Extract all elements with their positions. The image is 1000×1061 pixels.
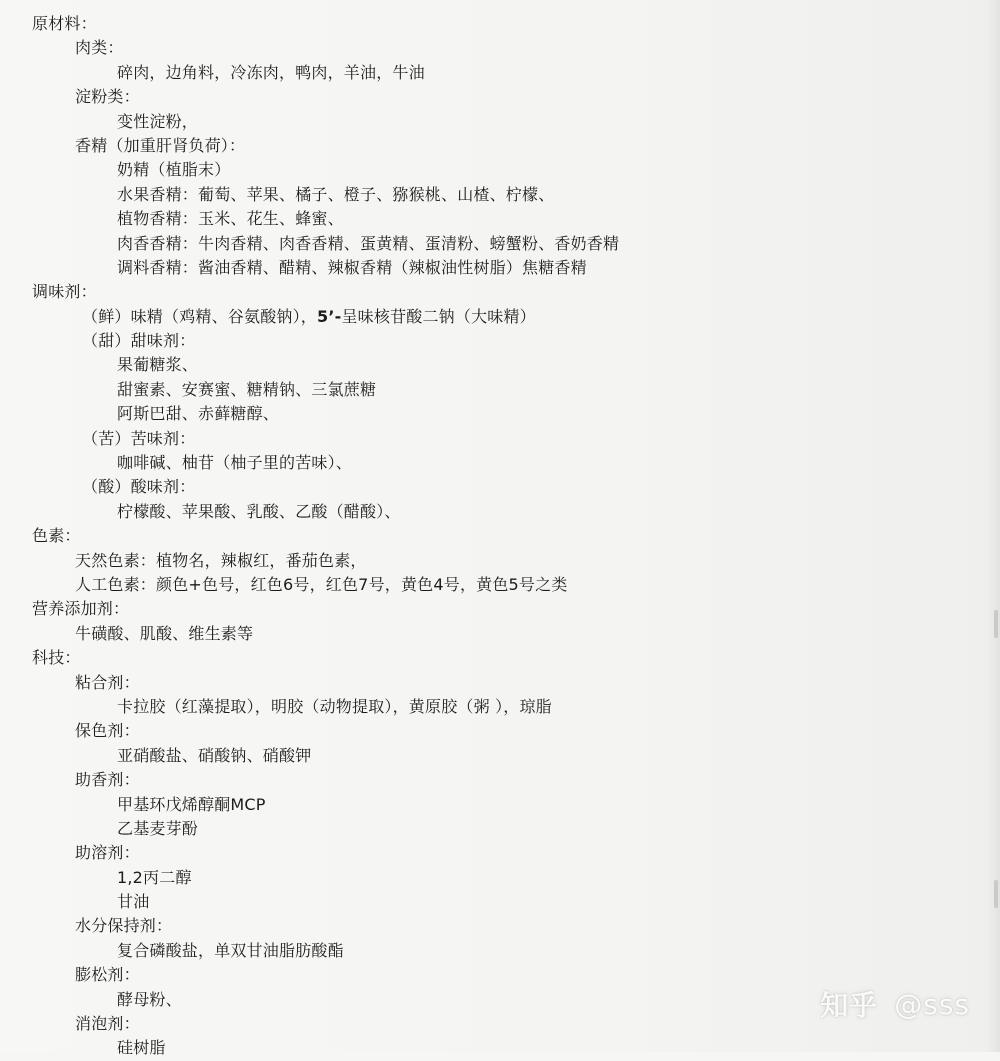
- line-text: 原材料：: [32, 14, 97, 33]
- scrollbar-thumb[interactable]: [994, 880, 998, 908]
- line-text: 亚硝酸盐、硝酸钠、硝酸钾: [117, 745, 312, 765]
- line-text: 消泡剂：: [75, 1014, 140, 1034]
- page-right-edge: [986, 0, 1000, 1052]
- line-text: 助溶剂：: [75, 843, 140, 863]
- line-text: （酸）酸味剂：: [82, 477, 196, 497]
- outline-line-level-2: [0, 695, 1000, 719]
- line-text: 水果香精：葡萄、苹果、橘子、橙子、猕猴桃、山楂、柠檬、: [117, 184, 555, 204]
- outline-line-level-1: [0, 622, 1000, 646]
- line-text: 牛磺酸、肌酸、维生素等: [75, 623, 254, 643]
- line-text: 甲基环戊烯醇酮MCP: [117, 794, 266, 814]
- line-text: 人工色素：颜色+色号，红色6号，红色7号，黄色4号，黄色5号之类: [75, 574, 568, 594]
- outline-line-level-0: [0, 524, 1000, 548]
- line-text: 阿斯巴甜、赤藓糖醇、: [117, 404, 280, 424]
- line-text: 硅树脂: [117, 1038, 166, 1058]
- line-text: 甘油: [117, 892, 150, 912]
- outline-line-level-2: [0, 256, 1000, 280]
- outline-line-level-1: [0, 549, 1000, 573]
- line-text: 肉类：: [75, 38, 124, 58]
- line-text: 色素：: [32, 526, 81, 546]
- line-text: 科技：: [32, 648, 81, 668]
- line-text: 碎肉，边角料，冷冻肉，鸭肉，羊油，牛油: [117, 62, 425, 82]
- line-text: 奶精（植脂末）: [117, 160, 231, 180]
- line-text: 调料香精：酱油香精、醋精、辣椒香精（辣椒油性树脂）焦糖香精: [117, 257, 587, 277]
- outline-line-level-1: [0, 719, 1000, 743]
- line-text: 果葡糖浆、: [117, 355, 199, 375]
- outline-line-level-1: [0, 573, 1000, 597]
- outline-line-level-2: [0, 939, 1000, 963]
- outline-line-level-1: [0, 841, 1000, 865]
- watermark: [820, 984, 970, 1024]
- line-text: 植物香精：玉米、花生、蜂蜜、: [117, 209, 344, 229]
- line-text: 1,2丙二醇: [117, 867, 192, 887]
- line-text: 柠檬酸、苹果酸、乳酸、乙酸（醋酸）、: [117, 501, 401, 521]
- line-text: 水分保持剂：: [75, 916, 173, 936]
- outline-line-level-2: [0, 500, 1000, 524]
- line-text: 淀粉类：: [75, 87, 140, 107]
- line-after-text: 呈味核苷酸二钠（大味精）: [341, 306, 536, 326]
- watermark-brand: 知乎: [820, 989, 879, 1022]
- line-text: 天然色素：植物名，辣椒红，番茄色素，: [75, 550, 367, 570]
- line-bold-text: 5’-: [317, 306, 342, 326]
- outline-line-level-2: [0, 207, 1000, 231]
- outline-line-level-2: [0, 110, 1000, 134]
- outline-line-level-2: [0, 866, 1000, 890]
- line-text: 营养添加剂：: [32, 599, 130, 619]
- line-text: 甜蜜素、安赛蜜、糖精钠、三氯蔗糖: [117, 379, 377, 399]
- line-text: 复合磷酸盐，单双甘油脂肪酸酯: [117, 940, 344, 960]
- outline-line-level-2: [0, 451, 1000, 475]
- outline-line-level-1: [0, 671, 1000, 695]
- outline-line-level-1: [0, 305, 1000, 329]
- outline-line-level-1: [0, 475, 1000, 499]
- line-text: （鲜）味精（鸡精、谷氨酸钠），: [82, 306, 318, 326]
- line-text: 膨松剂：: [75, 965, 140, 985]
- outline-line-level-1: [0, 134, 1000, 158]
- line-text: 肉香香精：牛肉香精、肉香香精、蛋黄精、蛋清粉、螃蟹粉、香奶香精: [117, 233, 620, 253]
- outline-line-level-2: [0, 232, 1000, 256]
- line-text: 香精（加重肝肾负荷）：: [75, 135, 246, 155]
- outline-line-level-2: [0, 890, 1000, 914]
- outline-line-level-0: [0, 597, 1000, 621]
- line-text: 酵母粉、: [117, 989, 182, 1009]
- line-text: （甜）甜味剂：: [82, 331, 196, 351]
- outline-line-level-1: [0, 85, 1000, 109]
- outline-line-level-2: [0, 378, 1000, 402]
- line-text: 调味剂：: [32, 282, 97, 302]
- line-text: 助香剂：: [75, 770, 140, 790]
- outline-line-level-1: [0, 914, 1000, 938]
- outline-line-level-2: [0, 353, 1000, 377]
- outline-line-level-2: [0, 61, 1000, 85]
- ingredient-outline: [0, 12, 1000, 1061]
- line-text: 咖啡碱、柚苷（柚子里的苦味）、: [117, 453, 353, 473]
- outline-line-level-1: [0, 329, 1000, 353]
- outline-line-level-2: [0, 183, 1000, 207]
- outline-line-level-2: [0, 158, 1000, 182]
- outline-line-level-1: [0, 768, 1000, 792]
- outline-line-level-2: [0, 1036, 1000, 1060]
- outline-line-level-2: [0, 817, 1000, 841]
- outline-line-level-2: [0, 402, 1000, 426]
- line-text: （苦）苦味剂：: [82, 428, 196, 448]
- outline-line-level-1: [0, 427, 1000, 451]
- watermark-handle: @sss: [894, 987, 970, 1021]
- outline-line-level-0: [0, 280, 1000, 304]
- outline-line-level-2: [0, 744, 1000, 768]
- line-text: 乙基麦芽酚: [117, 818, 199, 838]
- line-text: 粘合剂：: [75, 672, 140, 692]
- line-text: 变性淀粉，: [117, 111, 199, 131]
- line-text: 保色剂：: [75, 721, 140, 741]
- outline-line-level-1: [0, 36, 1000, 60]
- outline-line-level-2: [0, 793, 1000, 817]
- line-text: 卡拉胶（红藻提取），明胶（动物提取），黄原胶（粥 ），琼脂: [117, 696, 552, 716]
- outline-line-level-0: [0, 12, 1000, 36]
- outline-line-level-0: [0, 646, 1000, 670]
- scrollbar-thumb[interactable]: [994, 610, 998, 638]
